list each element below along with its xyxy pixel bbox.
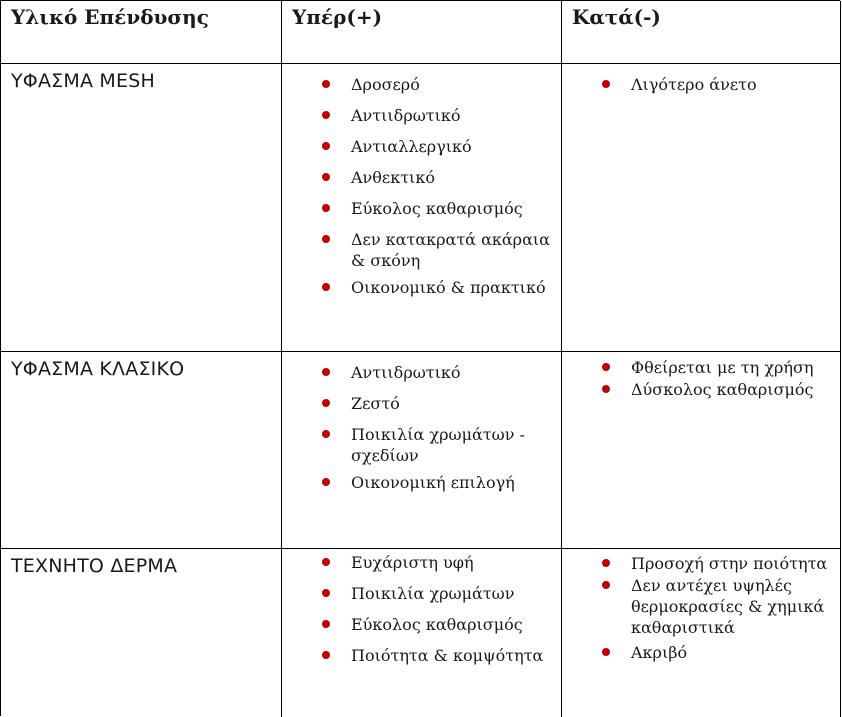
- table-row: [1, 64, 841, 352]
- bullet-dot-icon: [322, 142, 330, 150]
- header-cell-pros: [282, 1, 562, 63]
- bullet-dot-icon: [322, 399, 330, 407]
- pros-list: [322, 552, 553, 676]
- pros-cell: [282, 549, 562, 717]
- list-item: Ποιότητα & κομψότητα: [322, 645, 553, 666]
- material-name: ΥΦΑΣΜΑ ΚΛΑΣΙΚΟ: [11, 358, 185, 380]
- list-item: Ποικιλία χρωμάτων: [322, 583, 553, 604]
- bullet-dot-icon: [602, 385, 610, 393]
- list-item: Φθείρεται με τη χρήση: [602, 357, 832, 378]
- material-name: ΤΕΧΝΗΤΟ ΔΕΡΜΑ: [11, 555, 178, 577]
- header-material: Υλικό Επένδυσης: [11, 5, 209, 29]
- list-item: Εύκολος καθαρισμός: [322, 198, 553, 219]
- cons-cell: [562, 352, 841, 548]
- list-item: Προσοχή στην ποιότητα: [602, 553, 832, 574]
- header-cell-cons: [562, 1, 841, 63]
- list-item: Δροσερό: [322, 74, 553, 95]
- bullet-dot-icon: [602, 581, 610, 589]
- table-row: [1, 352, 841, 549]
- material-cell: [1, 64, 282, 351]
- cons-cell: [562, 549, 841, 717]
- list-item: Ποικιλία χρωμάτων - σχεδίων: [322, 424, 553, 466]
- bullet-dot-icon: [602, 80, 610, 88]
- bullet-dot-icon: [322, 235, 330, 243]
- list-item: Δύσκολος καθαρισμός: [602, 379, 832, 400]
- list-item: Αντιαλλεργικό: [322, 136, 553, 157]
- bullet-dot-icon: [322, 558, 330, 566]
- header-cell-material: [1, 1, 282, 63]
- cons-list: [602, 74, 832, 96]
- bullet-dot-icon: [322, 173, 330, 181]
- bullet-dot-icon: [322, 478, 330, 486]
- table-row: [1, 549, 841, 717]
- list-item: Δεν κατακρατά ακάραια & σκόνη: [322, 229, 553, 271]
- bullet-dot-icon: [602, 559, 610, 567]
- bullet-dot-icon: [322, 111, 330, 119]
- list-item: Ανθεκτικό: [322, 167, 553, 188]
- list-item: Εύκολος καθαρισμός: [322, 614, 553, 635]
- list-item: Δεν αντέχει υψηλές θερμοκρασίες & χημικά καθαριστικά: [602, 575, 832, 638]
- material-name: ΥΦΑΣΜΑ MESH: [11, 70, 155, 92]
- list-item: Λιγότερο άνετο: [602, 74, 832, 95]
- bullet-dot-icon: [322, 430, 330, 438]
- pros-list: [322, 74, 553, 308]
- list-item: Αντιιδρωτικό: [322, 362, 553, 383]
- cons-cell: [562, 64, 841, 351]
- bullet-dot-icon: [322, 589, 330, 597]
- list-item: Ευχάριστη υφή: [322, 552, 553, 573]
- cons-list: [602, 553, 832, 664]
- pros-cell: [282, 64, 562, 351]
- pros-list: [322, 362, 553, 503]
- list-item: Οικονομική επιλογή: [322, 472, 553, 493]
- material-cell: [1, 549, 282, 717]
- bullet-dot-icon: [322, 204, 330, 212]
- material-cell: [1, 352, 282, 548]
- list-item: Ζεστό: [322, 393, 553, 414]
- bullet-dot-icon: [602, 363, 610, 371]
- pros-cell: [282, 352, 562, 548]
- bullet-dot-icon: [322, 620, 330, 628]
- cons-list: [602, 357, 832, 401]
- list-item: Ακριβό: [602, 642, 832, 663]
- list-item: Αντιιδρωτικό: [322, 105, 553, 126]
- bullet-dot-icon: [322, 368, 330, 376]
- bullet-dot-icon: [322, 283, 330, 291]
- header-row: [1, 1, 841, 64]
- header-cons: Κατά(-): [572, 5, 661, 29]
- header-pros: Υπέρ(+): [292, 5, 383, 29]
- bullet-dot-icon: [602, 648, 610, 656]
- list-item: Οικονομικό & πρακτικό: [322, 277, 553, 298]
- bullet-dot-icon: [322, 651, 330, 659]
- bullet-dot-icon: [322, 80, 330, 88]
